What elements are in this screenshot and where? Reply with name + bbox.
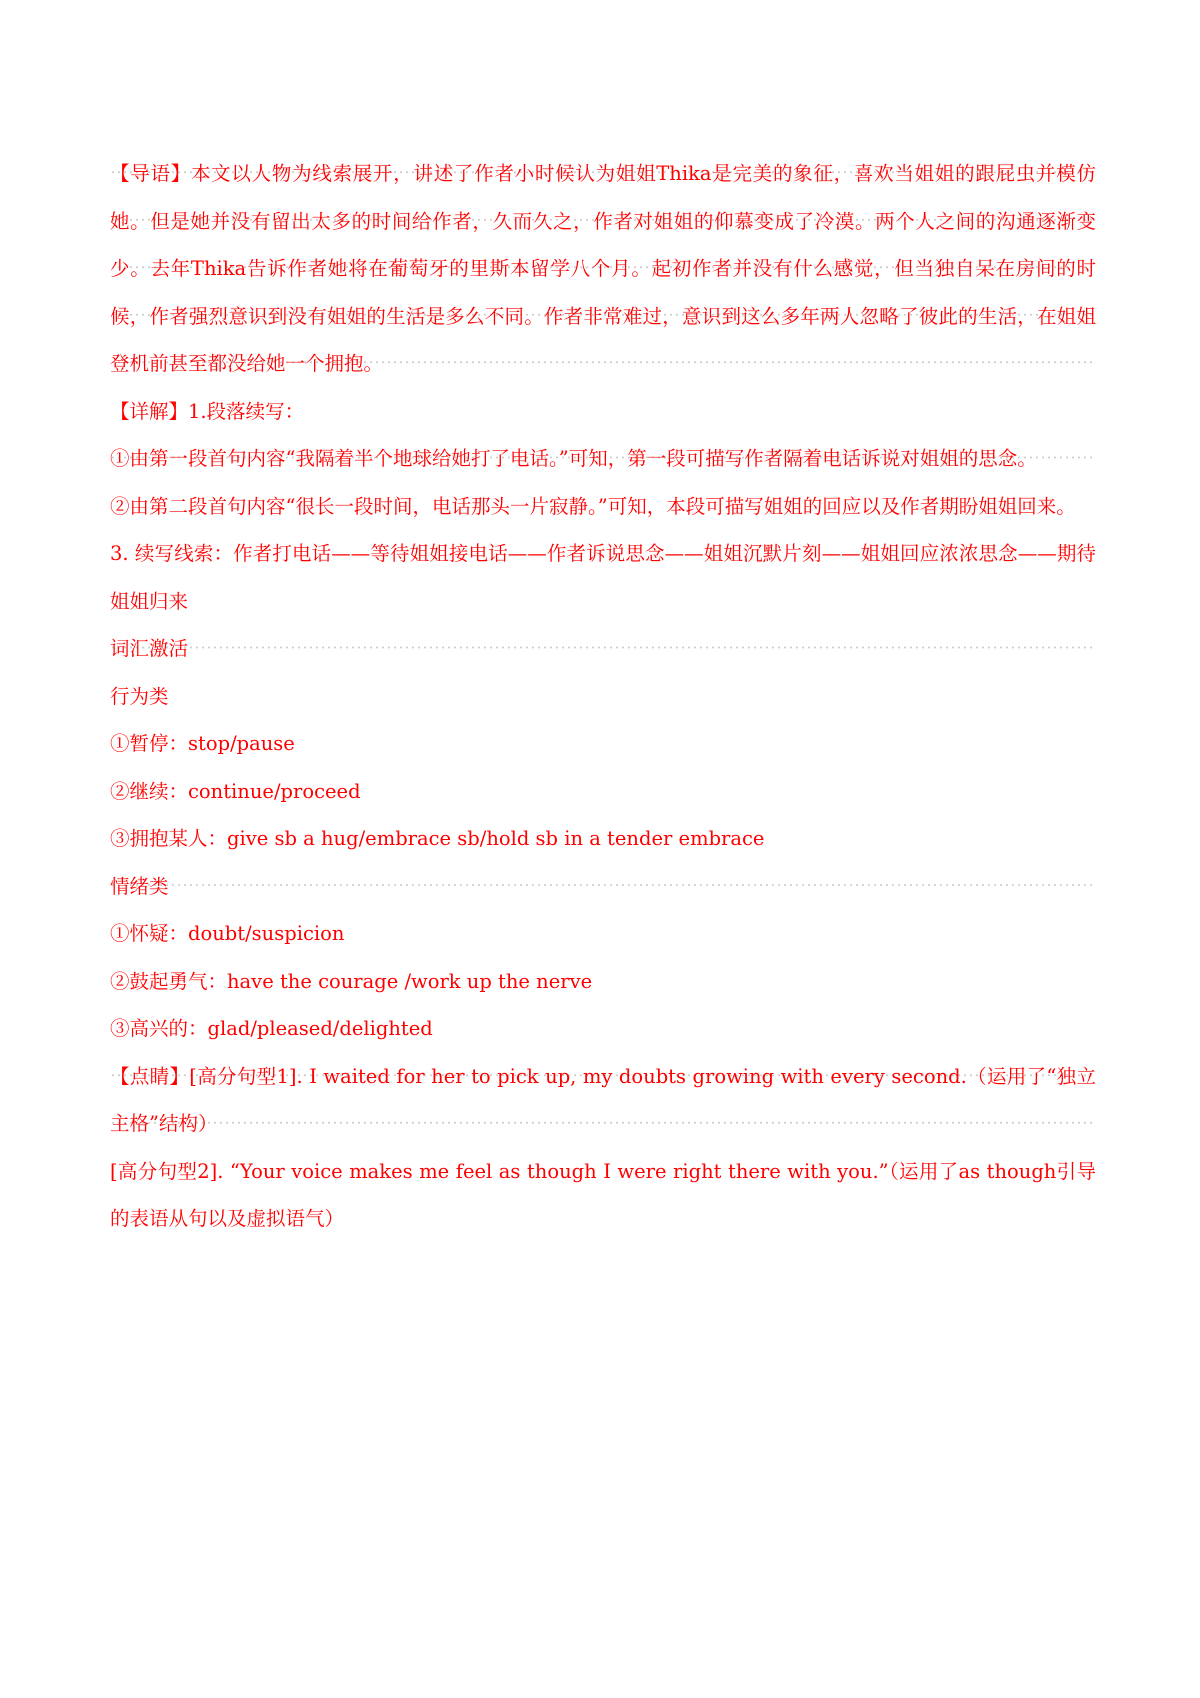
vocab-title: 词汇激活: [110, 625, 1096, 673]
action-item: ②继续：continue/proceed: [110, 779, 361, 803]
detail-point-1: ①由第一段首句内容“我隔着半个地球给她打了电话。”可知，第一段可描写作者隔着电话诉说对姐姐的思念。: [110, 435, 1096, 483]
action-item: ①暂停：stop/pause: [110, 732, 295, 755]
intro-paragraph: [110, 150, 1096, 388]
detail-point-2: ②由第二段首句内容“很长一段时间，电话那头一片寂静。”可知，本段可描写姐姐的回应以及作者期盼姐姐回来。: [110, 494, 1076, 518]
detail-heading-line: [110, 388, 1096, 436]
emotion-category: 情绪类: [110, 863, 1096, 911]
emotion-item: ②鼓起勇气：have the courage /work up the nerve: [110, 969, 593, 993]
highlight-sentence-2: [高分句型2]. “Your voice makes me feel as though I were right there with you.”（运用了as though引导的表语从句以及虚拟语气）: [110, 1159, 1096, 1230]
emotion-item: ①怀疑：doubt/suspicion: [110, 922, 345, 945]
action-category: 行为类: [110, 684, 169, 708]
detail-tag: 【详解】: [110, 399, 189, 423]
detail-heading: 1.段落续写：: [188, 399, 305, 423]
action-item: ③拥抱某人：give sb a hug/embrace sb/hold sb in a tender embrace: [110, 827, 765, 850]
continuation-clues: 3. 续写线索：作者打电话——等待姐姐接电话——作者诉说思念——姐姐沉默片刻——姐姐回应浓浓思念——期待姐姐归来: [110, 542, 1096, 613]
answer-explanation: [110, 150, 1096, 1243]
intro-tag: 【导语】: [110, 162, 191, 185]
highlight-text-1: [高分句型1]. I waited for her to pick up, my doubts growing with every second.（运用了“独立主格”结构）: [110, 1064, 1096, 1135]
highlight-sentence-1: [110, 1053, 1096, 1148]
intro-text: 本文以人物为线索展开，讲述了作者小时候认为姐姐Thika是完美的象征，喜欢当姐姐的跟屁虫并模仿她。但是她并没有留出太多的时间给作者，久而久之，作者对姐姐的仰慕变成了冷漠。两个人之间的沟通逐渐变少。去年Thika告诉作者她将在葡萄牙的里斯本留学八个月。起初作者并没有什么感觉，但当独自呆在房间的时候，作者强烈意识到没有姐姐的生活是多么不同。作者非常难过，意识到这么多年两人忽略了彼此的生活，在姐姐登机前甚至都没给她一个拥抱。: [110, 162, 1096, 375]
emotion-item: ③高兴的：glad/pleased/delighted: [110, 1017, 433, 1040]
highlight-tag: 【点睛】: [110, 1064, 190, 1088]
